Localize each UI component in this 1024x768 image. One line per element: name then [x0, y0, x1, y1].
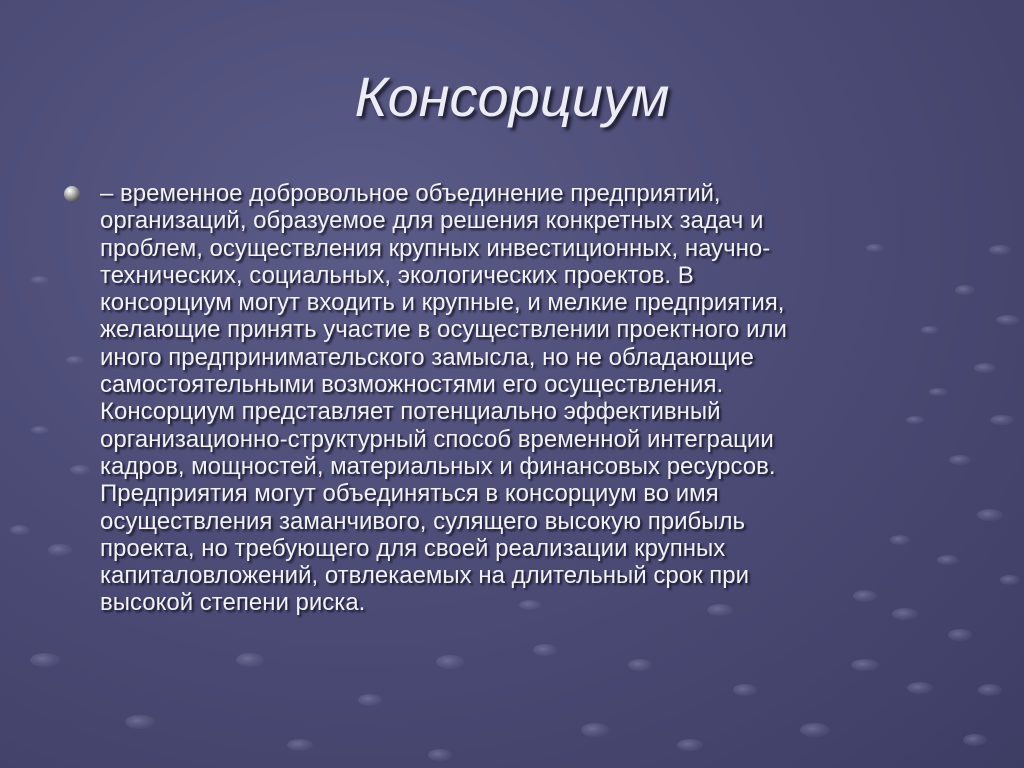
paragraph-line: Предприятия могут объединяться в консорциум во имя — [100, 480, 719, 508]
paragraph-line: высокой степени риска. — [100, 589, 366, 617]
paragraph-line: желающие принять участие в осуществлении проектного или — [100, 316, 787, 344]
paragraph-line: проблем, осуществления крупных инвестиционных, научно- — [100, 234, 771, 262]
paragraph-line: – временное добровольное объединение предприятий, — [100, 180, 721, 207]
paragraph-line: организационно-структурный способ временной интеграции — [100, 425, 774, 453]
paragraph-line: организаций, образуемое для решения конкретных задач и — [100, 207, 764, 235]
slide-title: Консорциум — [354, 65, 670, 128]
paragraph-line: консорциум могут входить и крупные, и мелкие предприятия, — [100, 289, 785, 317]
paragraph-line: осуществления заманчивого, сулящего высокую прибыль — [100, 507, 745, 535]
paragraph-line: Консорциум представляет потенциально эффективный — [100, 398, 721, 426]
paragraph-line: кадров, мощностей, материальных и финансовых ресурсов. — [100, 452, 776, 480]
paragraph-line: проекта, но требующего для своей реализации крупных — [100, 534, 726, 562]
paragraph-line: капиталовложений, отвлекаемых на длительный срок при — [100, 562, 749, 590]
definition-paragraph — [100, 180, 980, 617]
paragraph-line: технических, социальных, экологических проектов. В — [100, 261, 694, 289]
paragraph-line: самостоятельными возможностями его осуществления. — [100, 371, 724, 399]
sphere-bullet-icon — [64, 186, 80, 202]
paragraph-line: иного предпринимательского замысла, но не обладающие — [100, 343, 754, 371]
